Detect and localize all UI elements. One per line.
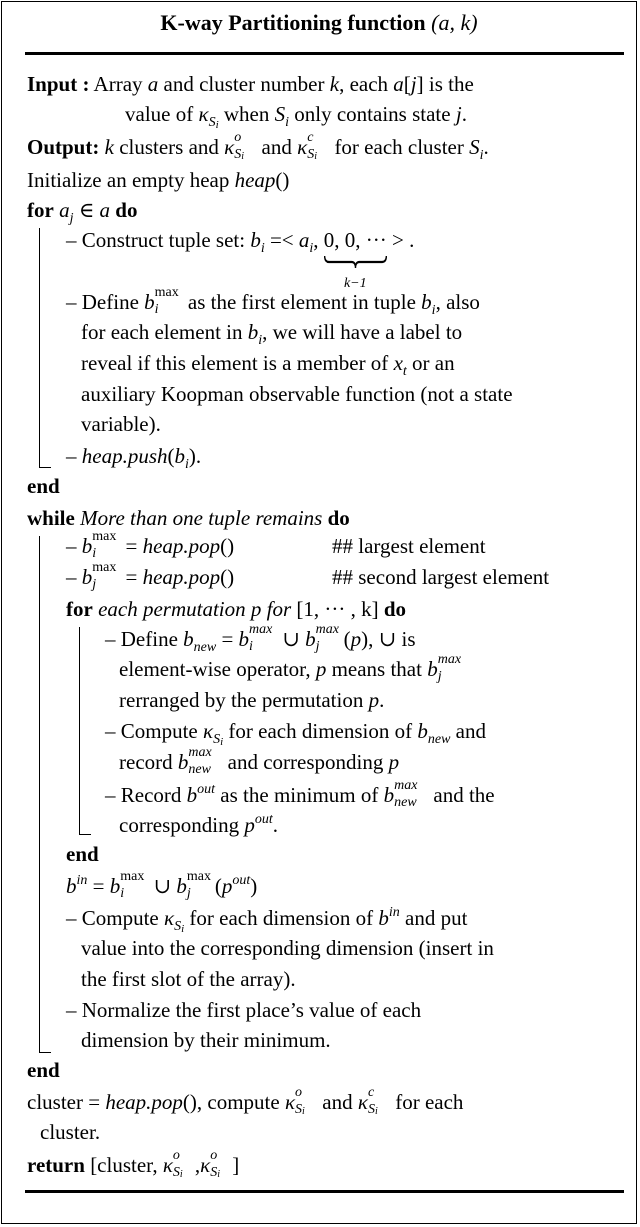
output-line: Output: k clusters and κ o $S_i$ and κ c $S_i$ for each cluster $S_i$. bbox=[27, 130, 489, 163]
title-args: (a, k) bbox=[431, 10, 478, 35]
while-bar-end bbox=[39, 1052, 51, 1053]
pop1-comment: ## largest element bbox=[332, 534, 486, 558]
comp-line-1: – Compute $\kappa_{S_i}$ for each dimension of $b^{in}$ and put bbox=[66, 905, 468, 935]
final-line-2: cluster. bbox=[40, 1120, 101, 1144]
inner-def-1: – Define $b_{new} = b$ max i ∪ b max j (p), ∪ is bbox=[105, 622, 416, 655]
for1-bar-end bbox=[39, 467, 51, 468]
define-line-4: auxiliary Koopman observable function (not a state bbox=[81, 382, 513, 406]
while-header: while More than one tuple remains do bbox=[27, 506, 350, 530]
construct-line: – Construct tuple set: $b_i =< a_i$, 0, 0, ··· k−1 > . bbox=[66, 228, 415, 291]
while-bar bbox=[39, 536, 40, 1053]
inner-def-2: element-wise operator, p means that b max j bbox=[119, 652, 462, 684]
define-line-3: reveal if this element is a member of $x_t$ or an bbox=[81, 351, 455, 379]
algorithm-title: K-way Partitioning function (a, k) bbox=[160, 10, 478, 35]
init-line: Initialize an empty heap heap() bbox=[27, 168, 290, 192]
inner-rec-1: – Record $b^{out}$ as the minimum of b max new and the bbox=[105, 778, 495, 810]
underbrace-icon bbox=[324, 255, 387, 269]
inner-rec-2: corresponding $p^{out}$. bbox=[119, 812, 279, 837]
pop2-comment: ## second largest element bbox=[332, 565, 550, 589]
return-line: return [cluster, κ o $S_i$ ,κ o $S_i$ ] bbox=[27, 1148, 240, 1180]
bottom-rule bbox=[25, 1190, 624, 1193]
for1-header: for $a_j$ ∈ a do bbox=[27, 198, 138, 226]
comp-line-3: the first slot of the array). bbox=[81, 967, 296, 991]
pop2-line: – b max j = heap.pop() bbox=[66, 560, 235, 592]
end-for2: end bbox=[66, 842, 99, 866]
norm-line-2: dimension by their minimum. bbox=[81, 1028, 331, 1052]
end-for1: end bbox=[27, 474, 60, 498]
for1-bar bbox=[39, 228, 40, 468]
for2-bar-end bbox=[79, 834, 91, 835]
inner-comp-1: – Compute $\kappa_{S_i}$ for each dimension of $b_{new}$ and bbox=[105, 719, 486, 748]
for2-header: for each permutation p for [1, ··· , k] do bbox=[66, 597, 407, 621]
push-line: – $heap.push(b_i)$. bbox=[66, 444, 202, 472]
for2-bar bbox=[79, 627, 80, 835]
inner-def-3: rerranged by the permutation p. bbox=[119, 688, 385, 712]
end-while: end bbox=[27, 1058, 60, 1082]
final-line-1: cluster = heap.pop(), compute κ o $S_i$ and κ c $S_i$ for each bbox=[27, 1085, 464, 1117]
norm-line-1: – Normalize the first place’s value of each bbox=[66, 998, 422, 1022]
comp-line-2: value into the corresponding dimension (insert in bbox=[81, 936, 494, 960]
bin-line: $b^{in} = b$ max i ∪ b max j $(p^{out})$ bbox=[66, 869, 258, 901]
input-line-1: Input : Array a and cluster number k, each a[j] is the bbox=[27, 72, 474, 96]
define-line-2: for each element in $b_i$, we will have a label to bbox=[81, 320, 463, 348]
input-line-2: value of $\kappa_{S_i}$ when $S_i$ only contains state j. bbox=[125, 102, 467, 131]
pop1-line: – b max i = heap.pop() bbox=[66, 529, 235, 561]
define-line-5: variable). bbox=[81, 412, 161, 436]
inner-comp-2: record b max new and corresponding p bbox=[119, 745, 400, 777]
top-rule bbox=[25, 52, 624, 55]
define-line-1: – Define b max i as the first element in tuple $b_i$, also bbox=[66, 285, 480, 318]
